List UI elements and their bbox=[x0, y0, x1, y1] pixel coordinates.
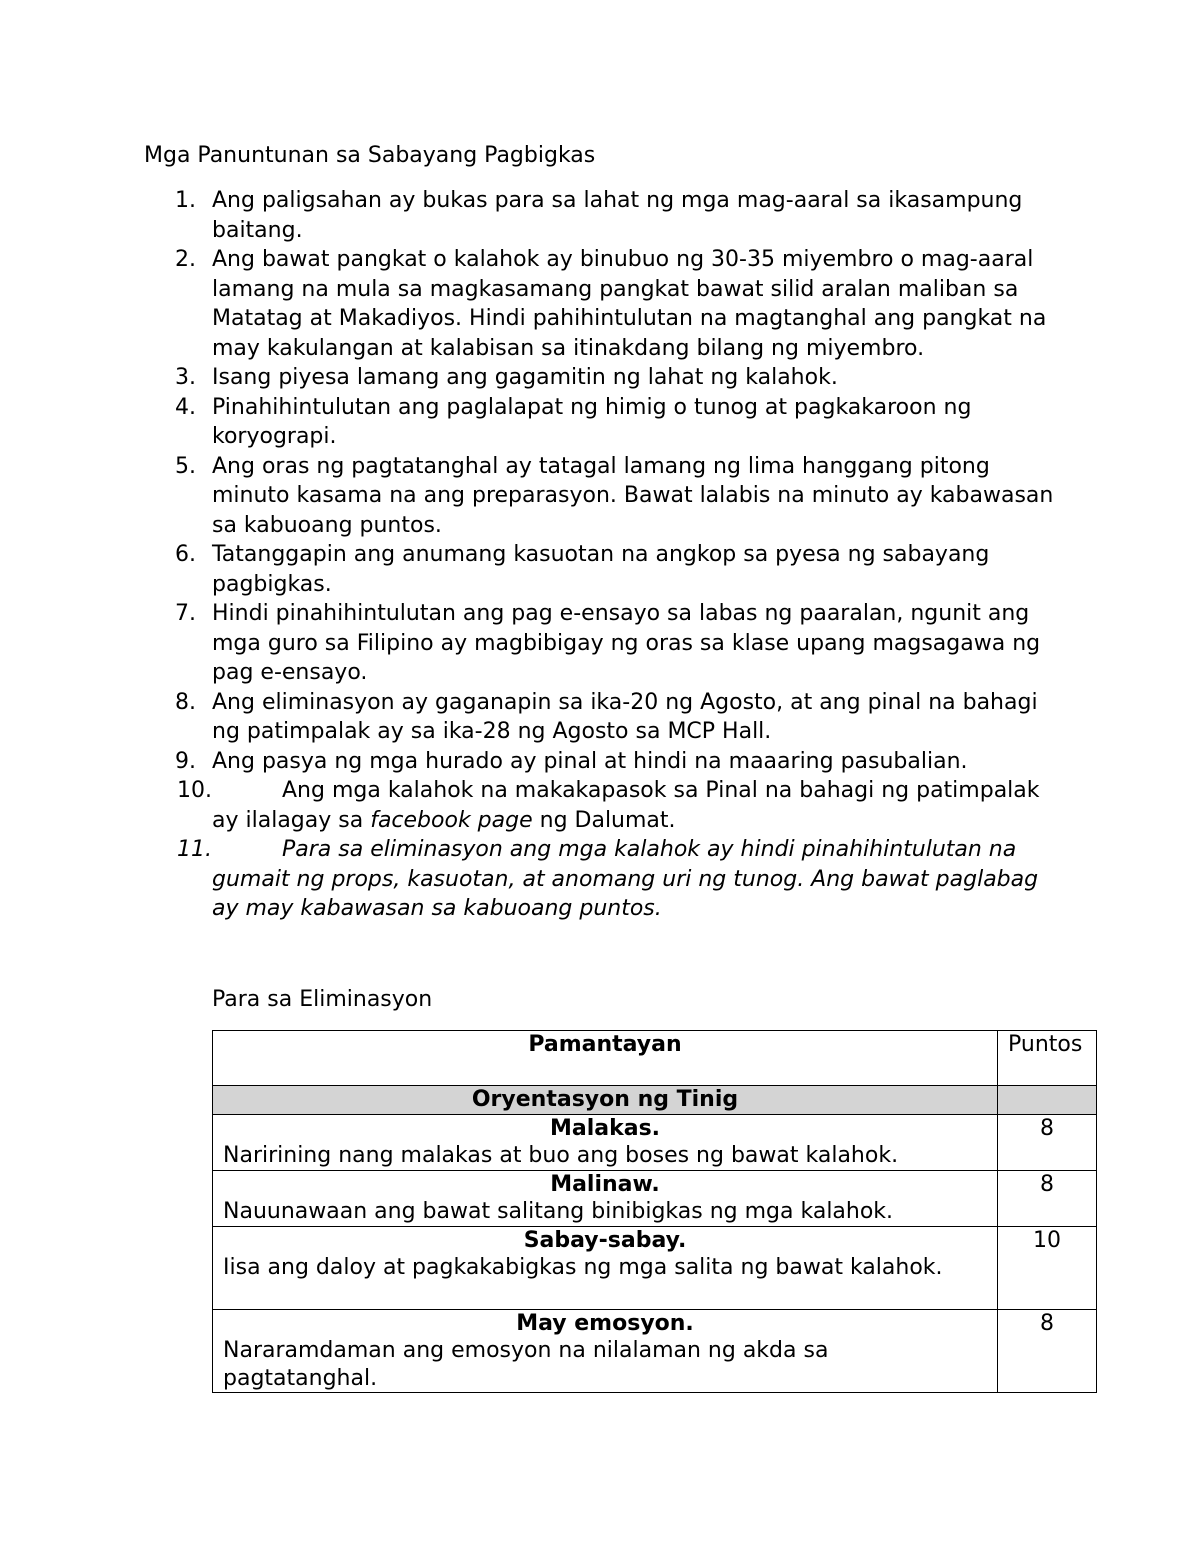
rule-item bbox=[140, 776, 1060, 835]
rule-number: 5. bbox=[175, 453, 196, 479]
rule-item bbox=[140, 186, 1060, 245]
rule-item bbox=[140, 747, 1060, 777]
criteria-column-header: Pamantayan bbox=[213, 1031, 998, 1086]
group-points-cell bbox=[998, 1086, 1097, 1115]
rule-item bbox=[140, 245, 1060, 363]
criterion-points: 8 bbox=[998, 1170, 1097, 1226]
rule-text: ng Dalumat. bbox=[539, 807, 676, 833]
table-row bbox=[213, 1114, 1097, 1170]
rule-number: 8. bbox=[175, 689, 196, 715]
rule-text: Pinahihintulutan ang paglalapat ng himig o tunog at pagkakaroon ng koryograpi. bbox=[212, 394, 972, 449]
group-label: Oryentasyon ng Tinig bbox=[213, 1086, 998, 1115]
section-heading: Para sa Eliminasyon bbox=[212, 987, 433, 1012]
criterion-cell bbox=[213, 1309, 998, 1393]
criterion-points: 10 bbox=[998, 1226, 1097, 1309]
rule-item bbox=[140, 599, 1060, 688]
rule-text: Tatanggapin ang anumang kasuotan na angkop sa pyesa ng sabayang pagbigkas. bbox=[212, 542, 990, 597]
rule-item bbox=[140, 452, 1060, 541]
rule-number: 7. bbox=[175, 601, 196, 626]
table-row bbox=[213, 1170, 1097, 1226]
criterion-description: Naririning nang malakas at buo ang boses ng bawat kalahok. bbox=[223, 1143, 899, 1168]
rule-text: Ang oras ng pagtatanghal ay tatagal lamang ng lima hanggang pitong minuto kasama na ang preparasyon. Bawat lalabis na minuto ay kabawasan sa kabuoang puntos. bbox=[212, 453, 1054, 538]
rule-item bbox=[140, 540, 1060, 599]
rule-text-emphasis: facebook page bbox=[370, 807, 533, 833]
criteria-table bbox=[212, 1030, 1097, 1393]
rule-number: 6. bbox=[175, 542, 196, 567]
rule-text: Ang bawat pangkat o kalahok ay binubuo ng 30-35 miyembro o mag-aaral lamang na mula sa magkasamang pangkat bawat silid aralan maliban sa Matatag at Makadiyos. Hindi pahihintulutan na magtanghal ang pangkat na may kakulangan at kalabisan sa itinakdang bilang ng miyembro. bbox=[212, 247, 1047, 361]
criterion-cell bbox=[213, 1170, 998, 1226]
table-row bbox=[213, 1226, 1097, 1309]
rule-text: Ang eliminasyon ay gaganapin sa ika-20 ng Agosto, at ang pinal na bahagi ng patimpalak ay sa ika-28 ng Agosto sa MCP Hall. bbox=[212, 689, 1038, 744]
criterion-cell bbox=[213, 1114, 998, 1170]
criterion-cell bbox=[213, 1226, 998, 1309]
criterion-name: Sabay-sabay. bbox=[523, 1227, 687, 1253]
criterion-name: May emosyon. bbox=[516, 1310, 694, 1336]
table-header-row bbox=[213, 1031, 1097, 1086]
rule-number: 10. bbox=[177, 778, 212, 803]
table-group-row bbox=[213, 1086, 1097, 1115]
rule-item bbox=[140, 835, 1060, 924]
criterion-name: Malinaw. bbox=[550, 1171, 660, 1197]
table-row bbox=[213, 1309, 1097, 1393]
rule-number: 11. bbox=[177, 837, 212, 862]
rule-item bbox=[140, 688, 1060, 747]
rule-text: Para sa eliminasyon ang mga kalahok ay hindi pinahihintulutan na gumait ng props, kasuotan, at anomang uri ng tunog. Ang bawat paglabag ay may kabawasan sa kabuoang puntos. bbox=[212, 837, 1039, 921]
rule-item bbox=[140, 363, 1060, 393]
rule-text: Hindi pinahihintulutan ang pag e-ensayo sa labas ng paaralan, ngunit ang mga guro sa Filipino ay magbibigay ng oras sa klase upang magsagawa ng pag e-ensayo. bbox=[212, 601, 1041, 685]
document-title: Mga Panuntunan sa Sabayang Pagbigkas bbox=[144, 143, 596, 168]
rules-list bbox=[140, 186, 1060, 924]
criterion-points: 8 bbox=[998, 1309, 1097, 1393]
criterion-points: 8 bbox=[998, 1114, 1097, 1170]
rule-text: Ang mga kalahok na makakapasok sa Pinal na bahagi ng patimpalak ay ilalagay sa bbox=[212, 778, 1040, 833]
criterion-name: Malakas. bbox=[549, 1115, 661, 1141]
rule-item bbox=[140, 393, 1060, 452]
rule-number: 2. bbox=[175, 247, 196, 272]
rule-text: Isang piyesa lamang ang gagamitin ng lahat ng kalahok. bbox=[212, 365, 838, 390]
criterion-description: Nararamdaman ang emosyon na nilalaman ng akda sa pagtatanghal. bbox=[223, 1338, 829, 1391]
criterion-description: Iisa ang daloy at pagkakabigkas ng mga salita ng bawat kalahok. bbox=[223, 1255, 943, 1280]
rule-number: 9. bbox=[175, 748, 196, 774]
rule-text: Ang paligsahan ay bukas para sa lahat ng mga mag-aaral sa ikasampung baitang. bbox=[212, 188, 1023, 243]
points-column-header: Puntos bbox=[998, 1031, 1097, 1086]
rule-text: Ang pasya ng mga hurado ay pinal at hindi na maaaring pasubalian. bbox=[212, 748, 968, 774]
criterion-description: Nauunawaan ang bawat salitang binibigkas ng mga kalahok. bbox=[223, 1199, 894, 1224]
rule-number: 3. bbox=[175, 365, 196, 390]
rule-number: 1. bbox=[175, 188, 196, 213]
rule-number: 4. bbox=[175, 394, 196, 420]
